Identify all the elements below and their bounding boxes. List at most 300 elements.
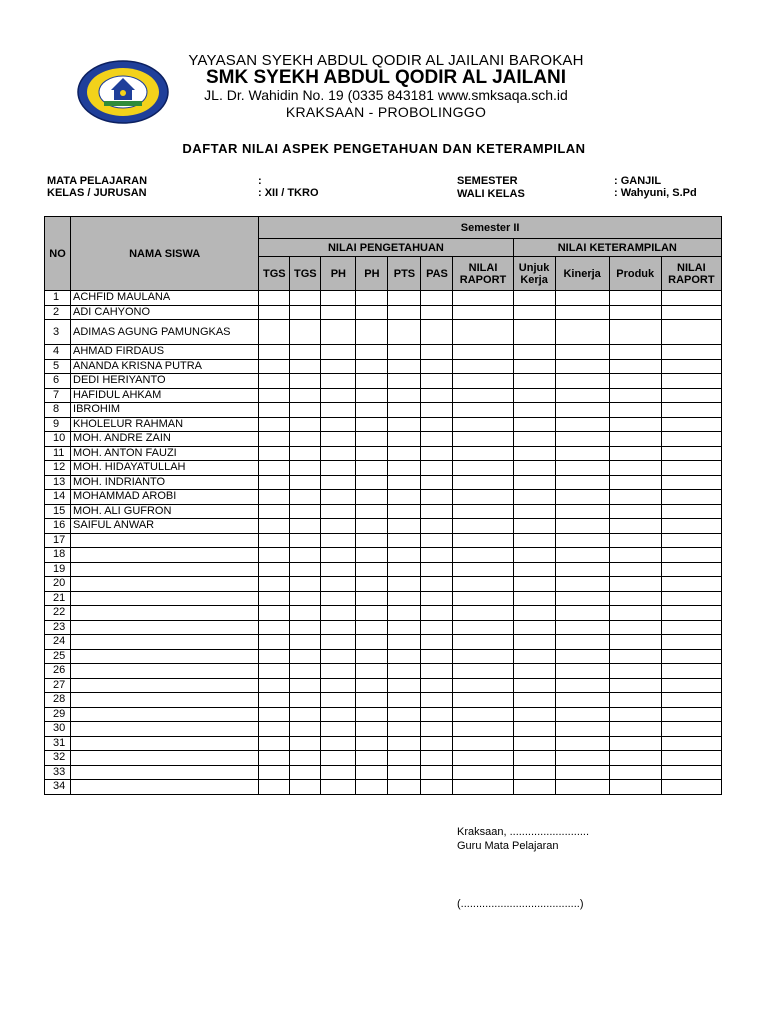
grade-cell [388, 664, 421, 679]
table-row [45, 320, 722, 345]
grade-cell [609, 635, 661, 650]
grade-cell [259, 736, 290, 751]
table-row [45, 678, 722, 693]
grade-cell [513, 693, 555, 708]
grade-cell [513, 664, 555, 679]
grade-cell [513, 591, 555, 606]
school-city: KRAKSAAN - PROBOLINGGO [285, 104, 487, 120]
grade-cell [513, 562, 555, 577]
grade-cell [421, 548, 453, 563]
grade-cell [321, 417, 356, 432]
grade-cell [388, 475, 421, 490]
knowledge-col-header: NILAI RAPORT [453, 257, 513, 291]
grade-cell [513, 519, 555, 534]
grade-cell [555, 388, 609, 403]
grade-cell [356, 577, 388, 592]
grade-cell [290, 305, 321, 320]
skill-col-header: Unjuk Kerja [513, 257, 555, 291]
grade-cell [321, 374, 356, 389]
grade-cell [609, 320, 661, 345]
grade-cell [453, 678, 513, 693]
grade-cell [609, 432, 661, 447]
grade-cell [661, 432, 721, 447]
grade-cell [555, 649, 609, 664]
table-row [45, 475, 722, 490]
grade-cell [259, 504, 290, 519]
grade-cell [259, 345, 290, 360]
grade-cell [513, 722, 555, 737]
grade-cell [356, 403, 388, 418]
grade-cell [290, 417, 321, 432]
grade-cell [609, 649, 661, 664]
table-row [45, 606, 722, 621]
grade-cell [453, 693, 513, 708]
grade-cell [388, 620, 421, 635]
grade-cell [290, 722, 321, 737]
grade-cell [513, 432, 555, 447]
school-logo [76, 60, 170, 124]
grade-cell [290, 461, 321, 476]
table-row [45, 780, 722, 795]
grade-cell [321, 664, 356, 679]
grade-cell [259, 548, 290, 563]
table-row [45, 519, 722, 534]
grade-cell [661, 780, 721, 795]
grade-cell [388, 562, 421, 577]
table-row [45, 707, 722, 722]
table-row [45, 562, 722, 577]
grade-cell [321, 305, 356, 320]
grade-cell [421, 403, 453, 418]
grade-cell [513, 305, 555, 320]
grade-cell [421, 664, 453, 679]
skill-col-header: NILAI RAPORT [661, 257, 721, 291]
place-date: Kraksaan, .......................... [457, 826, 590, 838]
subject-label: MATA PELAJARAN [47, 175, 148, 187]
grade-cell [356, 693, 388, 708]
table-row [45, 533, 722, 548]
grade-cell [609, 562, 661, 577]
student-name: MOH. HIDAYATULLAH [71, 461, 259, 476]
grade-cell [453, 320, 513, 345]
grade-cell [356, 388, 388, 403]
table-row [45, 504, 722, 519]
grade-cell [290, 519, 321, 534]
grade-cell [661, 649, 721, 664]
name-header: NAMA SISWA [71, 217, 259, 291]
grade-cell [609, 765, 661, 780]
grade-cell [356, 620, 388, 635]
table-row [45, 417, 722, 432]
grade-cell [555, 548, 609, 563]
grade-cell [609, 533, 661, 548]
row-number: 14 [45, 490, 71, 505]
knowledge-col-header: TGS [290, 257, 321, 291]
grade-cell [555, 519, 609, 534]
student-name: MOH. INDRIANTO [71, 475, 259, 490]
grade-cell [388, 305, 421, 320]
grade-cell [388, 504, 421, 519]
grade-cell [513, 461, 555, 476]
grade-cell [421, 461, 453, 476]
student-name [71, 635, 259, 650]
student-name: IBROHIM [71, 403, 259, 418]
grade-cell [388, 519, 421, 534]
student-name: ADIMAS AGUNG PAMUNGKAS [71, 320, 259, 345]
grade-cell [661, 461, 721, 476]
row-number: 24 [45, 635, 71, 650]
grade-cell [290, 751, 321, 766]
grade-cell [555, 446, 609, 461]
grade-cell [421, 388, 453, 403]
grade-cell [356, 780, 388, 795]
grade-cell [388, 693, 421, 708]
grade-cell [609, 305, 661, 320]
grade-cell [609, 403, 661, 418]
grade-cell [555, 722, 609, 737]
row-number: 29 [45, 707, 71, 722]
grade-cell [290, 736, 321, 751]
row-number: 34 [45, 780, 71, 795]
class-label: KELAS / JURUSAN [47, 187, 147, 199]
student-name [71, 548, 259, 563]
grade-cell [356, 519, 388, 534]
grade-cell [321, 765, 356, 780]
grade-cell [661, 635, 721, 650]
grade-cell [513, 345, 555, 360]
student-name: AHMAD FIRDAUS [71, 345, 259, 360]
skill-col-header: Kinerja [555, 257, 609, 291]
grade-cell [661, 475, 721, 490]
grade-cell [453, 403, 513, 418]
student-name [71, 577, 259, 592]
grade-cell [259, 577, 290, 592]
table-row [45, 591, 722, 606]
grade-cell [259, 320, 290, 345]
school-address: JL. Dr. Wahidin No. 19 (0335 843181 www.smksaqa.sch.id [204, 87, 568, 103]
grade-cell [388, 751, 421, 766]
grade-cell [259, 533, 290, 548]
student-name: MOH. ANDRE ZAIN [71, 432, 259, 447]
knowledge-col-header: PH [321, 257, 356, 291]
student-name: MOHAMMAD AROBI [71, 490, 259, 505]
grade-cell [421, 736, 453, 751]
student-name [71, 765, 259, 780]
grade-cell [356, 606, 388, 621]
row-number: 32 [45, 751, 71, 766]
grade-cell [321, 403, 356, 418]
grade-cell [421, 291, 453, 306]
grade-cell [421, 678, 453, 693]
grade-cell [290, 664, 321, 679]
grade-cell [513, 446, 555, 461]
student-name: MOH. ALI GUFRON [71, 504, 259, 519]
grade-cell [555, 320, 609, 345]
grade-cell [356, 591, 388, 606]
grade-cell [290, 403, 321, 418]
grade-cell [388, 577, 421, 592]
grade-cell [388, 320, 421, 345]
grade-cell [609, 707, 661, 722]
table-row [45, 345, 722, 360]
row-number: 10 [45, 432, 71, 447]
grade-cell [555, 736, 609, 751]
grade-cell [453, 359, 513, 374]
grade-cell [259, 722, 290, 737]
grade-cell [609, 606, 661, 621]
grade-cell [321, 533, 356, 548]
grade-cell [356, 765, 388, 780]
grade-cell [513, 765, 555, 780]
table-row [45, 446, 722, 461]
table-row [45, 765, 722, 780]
student-name [71, 707, 259, 722]
grade-cell [321, 649, 356, 664]
grade-cell [453, 475, 513, 490]
knowledge-col-header: PH [356, 257, 388, 291]
grade-cell [290, 678, 321, 693]
student-name: SAIFUL ANWAR [71, 519, 259, 534]
grade-cell [513, 635, 555, 650]
grade-cell [321, 388, 356, 403]
grade-cell [555, 707, 609, 722]
grade-cell [356, 664, 388, 679]
grade-cell [321, 635, 356, 650]
table-row [45, 751, 722, 766]
grade-cell [513, 320, 555, 345]
row-number: 26 [45, 664, 71, 679]
grade-cell [421, 707, 453, 722]
grade-cell [321, 548, 356, 563]
grade-cell [555, 291, 609, 306]
grade-cell [421, 693, 453, 708]
grade-cell [388, 374, 421, 389]
grade-cell [453, 649, 513, 664]
grade-cell [661, 305, 721, 320]
grade-cell [453, 751, 513, 766]
grade-cell [321, 461, 356, 476]
grade-cell [661, 577, 721, 592]
table-row [45, 461, 722, 476]
grade-cell [388, 345, 421, 360]
grade-cell [661, 388, 721, 403]
grade-cell [259, 707, 290, 722]
grade-cell [290, 490, 321, 505]
row-number: 30 [45, 722, 71, 737]
row-number: 15 [45, 504, 71, 519]
grade-cell [661, 736, 721, 751]
grade-cell [388, 722, 421, 737]
grade-cell [453, 736, 513, 751]
grade-cell [321, 606, 356, 621]
row-number: 5 [45, 359, 71, 374]
grade-cell [290, 765, 321, 780]
grade-cell [609, 591, 661, 606]
grade-cell [259, 519, 290, 534]
grade-cell [513, 291, 555, 306]
grade-cell [388, 432, 421, 447]
grade-cell [290, 635, 321, 650]
grade-cell [453, 577, 513, 592]
grade-cell [259, 591, 290, 606]
grade-cell [453, 533, 513, 548]
grade-cell [356, 548, 388, 563]
student-name [71, 591, 259, 606]
grade-cell [555, 751, 609, 766]
grade-cell [388, 291, 421, 306]
grade-cell [356, 475, 388, 490]
grade-cell [555, 620, 609, 635]
student-name [71, 562, 259, 577]
grade-cell [513, 403, 555, 418]
grade-cell [356, 345, 388, 360]
grade-cell [609, 519, 661, 534]
row-number: 1 [45, 291, 71, 306]
knowledge-col-header: PAS [421, 257, 453, 291]
grade-cell [321, 577, 356, 592]
student-name [71, 722, 259, 737]
grade-cell [661, 359, 721, 374]
grade-cell [321, 291, 356, 306]
grade-cell [609, 475, 661, 490]
row-number: 21 [45, 591, 71, 606]
grade-cell [421, 577, 453, 592]
grade-cell [259, 678, 290, 693]
grade-cell [388, 765, 421, 780]
student-name: ANANDA KRISNA PUTRA [71, 359, 259, 374]
grade-cell [290, 562, 321, 577]
grade-cell [421, 620, 453, 635]
grade-cell [453, 461, 513, 476]
grade-cell [356, 562, 388, 577]
grade-cell [356, 446, 388, 461]
grade-cell [421, 432, 453, 447]
grade-cell [356, 374, 388, 389]
grade-cell [609, 780, 661, 795]
foundation-name: YAYASAN SYEKH ABDUL QODIR AL JAILANI BAROKAH [188, 52, 584, 69]
row-number: 12 [45, 461, 71, 476]
grade-cell [321, 678, 356, 693]
grade-cell [453, 504, 513, 519]
grade-cell [661, 374, 721, 389]
grade-cell [356, 722, 388, 737]
grade-cell [555, 533, 609, 548]
grade-cell [321, 591, 356, 606]
grade-cell [259, 649, 290, 664]
row-number: 3 [45, 320, 71, 345]
grade-cell [513, 388, 555, 403]
student-name [71, 620, 259, 635]
grade-cell [555, 417, 609, 432]
class-value: : XII / TKRO [258, 187, 319, 199]
grade-cell [661, 606, 721, 621]
grade-cell [661, 519, 721, 534]
semester-value: : GANJIL [614, 175, 662, 187]
grade-cell [555, 490, 609, 505]
grade-cell [421, 374, 453, 389]
grade-cell [421, 562, 453, 577]
grade-cell [513, 533, 555, 548]
grade-cell [555, 345, 609, 360]
grade-cell [421, 765, 453, 780]
grade-cell [321, 446, 356, 461]
grade-cell [290, 446, 321, 461]
grade-cell [555, 504, 609, 519]
grade-cell [555, 461, 609, 476]
grade-cell [259, 780, 290, 795]
grade-cell [321, 562, 356, 577]
grade-cell [388, 736, 421, 751]
no-header: NO [45, 217, 71, 291]
grade-cell [661, 504, 721, 519]
grade-cell [356, 635, 388, 650]
grade-cell [356, 736, 388, 751]
student-name [71, 678, 259, 693]
grade-cell [661, 765, 721, 780]
grade-cell [661, 620, 721, 635]
grade-cell [290, 780, 321, 795]
grade-cell [259, 374, 290, 389]
grade-cell [259, 291, 290, 306]
grade-cell [555, 562, 609, 577]
grade-cell [555, 635, 609, 650]
grade-cell [356, 461, 388, 476]
grade-cell [321, 707, 356, 722]
grade-cell [453, 519, 513, 534]
grade-cell [388, 403, 421, 418]
grade-cell [421, 475, 453, 490]
grade-cell [609, 664, 661, 679]
grade-cell [661, 664, 721, 679]
grade-cell [290, 591, 321, 606]
grade-cell [259, 305, 290, 320]
teacher-role: Guru Mata Pelajaran [457, 840, 559, 852]
grade-cell [290, 577, 321, 592]
grade-cell [453, 620, 513, 635]
table-row [45, 620, 722, 635]
grade-cell [661, 291, 721, 306]
grade-cell [513, 678, 555, 693]
grade-cell [661, 548, 721, 563]
grade-cell [513, 548, 555, 563]
grade-cell [661, 591, 721, 606]
grade-cell [388, 635, 421, 650]
grade-cell [290, 693, 321, 708]
grade-cell [321, 359, 356, 374]
grade-cell [421, 359, 453, 374]
grade-cell [356, 490, 388, 505]
grade-cell [259, 751, 290, 766]
grade-cell [453, 664, 513, 679]
student-name [71, 649, 259, 664]
row-number: 13 [45, 475, 71, 490]
grade-cell [388, 461, 421, 476]
grade-cell [453, 432, 513, 447]
grade-cell [513, 504, 555, 519]
grade-cell [321, 519, 356, 534]
grade-cell [388, 533, 421, 548]
row-number: 17 [45, 533, 71, 548]
grade-cell [290, 533, 321, 548]
row-number: 18 [45, 548, 71, 563]
grade-cell [609, 461, 661, 476]
grade-cell [453, 417, 513, 432]
grade-cell [453, 446, 513, 461]
semester-label: SEMESTER [457, 175, 518, 187]
grade-cell [609, 388, 661, 403]
student-name [71, 780, 259, 795]
grade-cell [259, 432, 290, 447]
